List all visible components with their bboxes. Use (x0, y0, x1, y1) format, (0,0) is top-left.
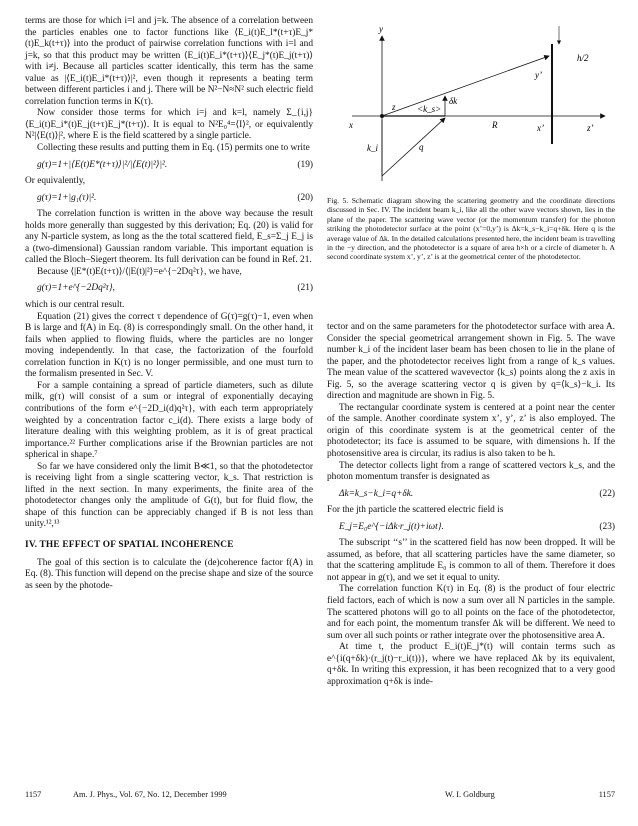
paragraph: The rectangular coordinate system is centered at a point near the center of the sample. Another coordinate system x’, y’, z’ is also employed. The origin of this coordinate system is at the geometrical center of the photodetector; its face is assumed to be square, with dimensions h. If the photosensitive area is circular, its radius is also taken to be h. (327, 402, 615, 460)
label-dk: δk (449, 96, 458, 106)
page-footer (25, 790, 615, 799)
journal-citation: Am. J. Phys., Vol. 67, No. 12, December 1999 (73, 790, 227, 799)
equation-number: (23) (599, 521, 615, 532)
label-h2: h/2 (577, 53, 589, 63)
section-heading: IV. THE EFFECT OF SPATIAL INCOHERENCE (25, 539, 234, 550)
equation-21 (37, 283, 313, 295)
label-x: x (349, 120, 353, 130)
paragraph: Because ⟨|E*(t)E(t+τ)⟩/⟨|E(t)|²⟩=e^{−2Dq²τ}, we have, (37, 266, 242, 277)
paragraph: tector and on the same parameters for the photodetector surface with area A. Consider the special geometrical arrangement shown in Fig. 5. The wave number k_i of the incident laser beam has been chosen to lie in the plane of the paper, and the photodetector receives light from a range of k_s values. The mean value of the scattered wavevector ⟨k_s⟩ points along the z axis in Fig. 5, so the average scattering vector q is given by q=⟨k_s⟩−k_i. Its direction and magnitude are shown in Fig. 5. (327, 322, 615, 402)
paragraph: So far we have considered only the limit B≪1, so that the photodetector is receiving light from a single scattering vector, k_s. That restriction is lifted in the next section. In many experiments, the finite area of the photodetector changes only the amplitude of G(t), but for fluid flow, the shape of this function can be appreciably changed if B is not less than unity.¹²,¹³ (25, 461, 313, 530)
right-column (327, 322, 615, 688)
paragraph: Equation (21) gives the correct τ dependence of G(τ)=g(τ)−1, even when B is large and f(A) in Eq. (8) is correspondingly small. On the other hand, it fails when applied to flowing fluids, where the particles are no longer moving independently. In that case, the factorization of the fourfold correlation function in K(τ) is no longer permissible, and one must turn to the formalism presented in Sec. V. (25, 311, 313, 380)
paragraph: The goal of this section is to calculate the (de)coherence factor f(A) in Eq. (8). This function will depend on the precise shape and size of the source as seen by the photode- (25, 557, 313, 591)
label-xp: x’ (537, 123, 544, 133)
page-number-right: 1157 (598, 790, 615, 799)
paragraph: For a sample containing a spread of particle diameters, such as dilute milk, g(τ) will consist of a sum or integral of exponentially decaying contributions of the form e^{−2D_i(d)q²τ}, with each term appropriately weighted by a concentration factor c_i(d). There exists a large body of literature dealing with this weighting problem, as it is of great practical importance.²² Further complications arise if the Brownian particles are not spherical in shape.⁷ (25, 380, 313, 461)
paragraph: The detector collects light from a range of scattered vectors k_s, and the photon momentum transfer is designated as (327, 460, 615, 483)
label-yp: y’ (535, 70, 542, 80)
author-name: W. I. Goldburg (445, 790, 495, 799)
label-y: y (379, 24, 383, 34)
paragraph: terms are those for which i=l and j=k. The absence of a correlation between the particles enables one to factor functions like ⟨E_i(t)E_l*(t+τ)E_j*(t)E_k(t+τ)⟩ into the product of pairwise correlation functions with i=l and j=k, so that this product may be written ⟨E_i(t)E_i*(t+τ)⟩⟨E_j*(t)E_j(t+τ)⟩ with i≠j. Because all particles scatter identically, this term has the same value as |⟨E_i(t)E_i*(t+τ)⟩|², even though it represents a beating term between different particles i and j. There will be N²−N≈N² such electric field correlation function terms in K(τ). (25, 16, 313, 107)
figure-caption: Fig. 5. Schematic diagram showing the scattering geometry and the coordinate directions discussed in Sec. IV. The incident beam k_i, like all the other wave vectors shown, lies in the plane of the paper. The scattering wave vector (or the momentum transfer) for the photon striking the photodetector surface at the point (x’=0,y’) is Δk=k_s−k_i=q+δk. Here q is the average value of Δk. In the detailed calculations presented here, the incident beam is travelling in the −y direction, and the photodetector is a square of area h×h or a circle of diameter h. A second coordinate system x’, y’, z’ is at the geometrical center of the photodetector. (327, 196, 615, 262)
page-number-left: 1157 (25, 790, 42, 799)
figure-5-diagram (327, 16, 615, 186)
paragraph: For the jth particle the scattered electric field is (327, 505, 504, 516)
equation-body: E_j=E₀e^{−iΔk·r_j(t)+iωt}. (339, 521, 444, 532)
equation-number: (20) (297, 192, 313, 203)
equation-19 (37, 160, 313, 172)
paragraph: The subscript ‘‘s’’ in the scattered field has now been dropped. It will be assumed, as before, that all scattering particles have the same diameter, so that the scattering amplitude E₀ is common to all of them. Therefore it does not appear in g(τ), and we set it equal to unity. (327, 538, 615, 583)
equation-number: (19) (297, 159, 313, 170)
paragraph: Collecting these results and putting them in Eq. (15) permits one to write (37, 143, 310, 154)
equation-23 (339, 522, 615, 534)
paragraph: The correlation function is written in the above way because the result holds more generally than suggested by this derivation; Eq. (20) is valid for any N-particle system, as long as the the total scattered field, E_s=Σ_j E_j is a (two-dimensional) Gaussian random variable. This important equation is called the Bloch–Siegert theorem. Its full derivation can be found in Ref. 21. (25, 209, 313, 266)
scattering-geometry-svg (327, 16, 615, 186)
equation-body: g(τ)=1+|⟨E(t)E*(t+τ)⟩|²/|⟨E(t)|²⟩|². (37, 159, 168, 170)
label-ki: k_i (367, 143, 378, 153)
q-vector (382, 118, 445, 176)
paragraph: The correlation function K(τ) in Eq. (8) is the product of four electric field factors, each of which is now a sum over all N particles in the sample. The scattered photons will go to all points on the face of the photodetector, and for each point, the momentum transfer Δk will be different. We need to sum over all such points or rather integrate over the photosensitive area A. (327, 584, 615, 641)
left-column (25, 16, 313, 592)
paragraph: Or equivalently, (25, 176, 86, 187)
label-zp: z’ (587, 123, 594, 133)
label-q: q (419, 142, 424, 152)
equation-number: (21) (297, 283, 313, 294)
label-z: z (392, 102, 396, 112)
label-R: R (492, 120, 498, 130)
equation-body: g(τ)=1+|g₁(τ)|². (37, 192, 97, 203)
equation-number: (22) (599, 488, 615, 499)
scattered-ray (382, 56, 549, 116)
paragraph: At time t, the product E_i(t)E_j*(t) will contain terms such as e^{i(q+δk)·(r_j(t)−r_i(t))}, where we have replaced Δk by its equivalent, q+δk. In writing this expression, it has been recognized that to a very good approximation q+δk is inde- (327, 642, 615, 687)
paragraph: Now consider those terms for which i=j and k=l, namely Σ_{i,j}⟨E_i(t)E_i*(t)E_j(t+τ)E_j*(t+τ)⟩. It is equal to N²E₀⁴=⟨I⟩², or equivalently N²|⟨E(t)⟩|², where E is the field scattered by a single particle. (25, 108, 313, 142)
equation-body: g(τ)=1+e^{−2Dq²τ}, (37, 283, 115, 294)
equation-20 (37, 193, 313, 205)
equation-22 (339, 489, 615, 501)
paragraph: which is our central result. (25, 300, 125, 311)
label-kt: <k_s> (417, 104, 442, 114)
equation-body: Δk=k_s−k_i=q+δk. (339, 488, 414, 499)
